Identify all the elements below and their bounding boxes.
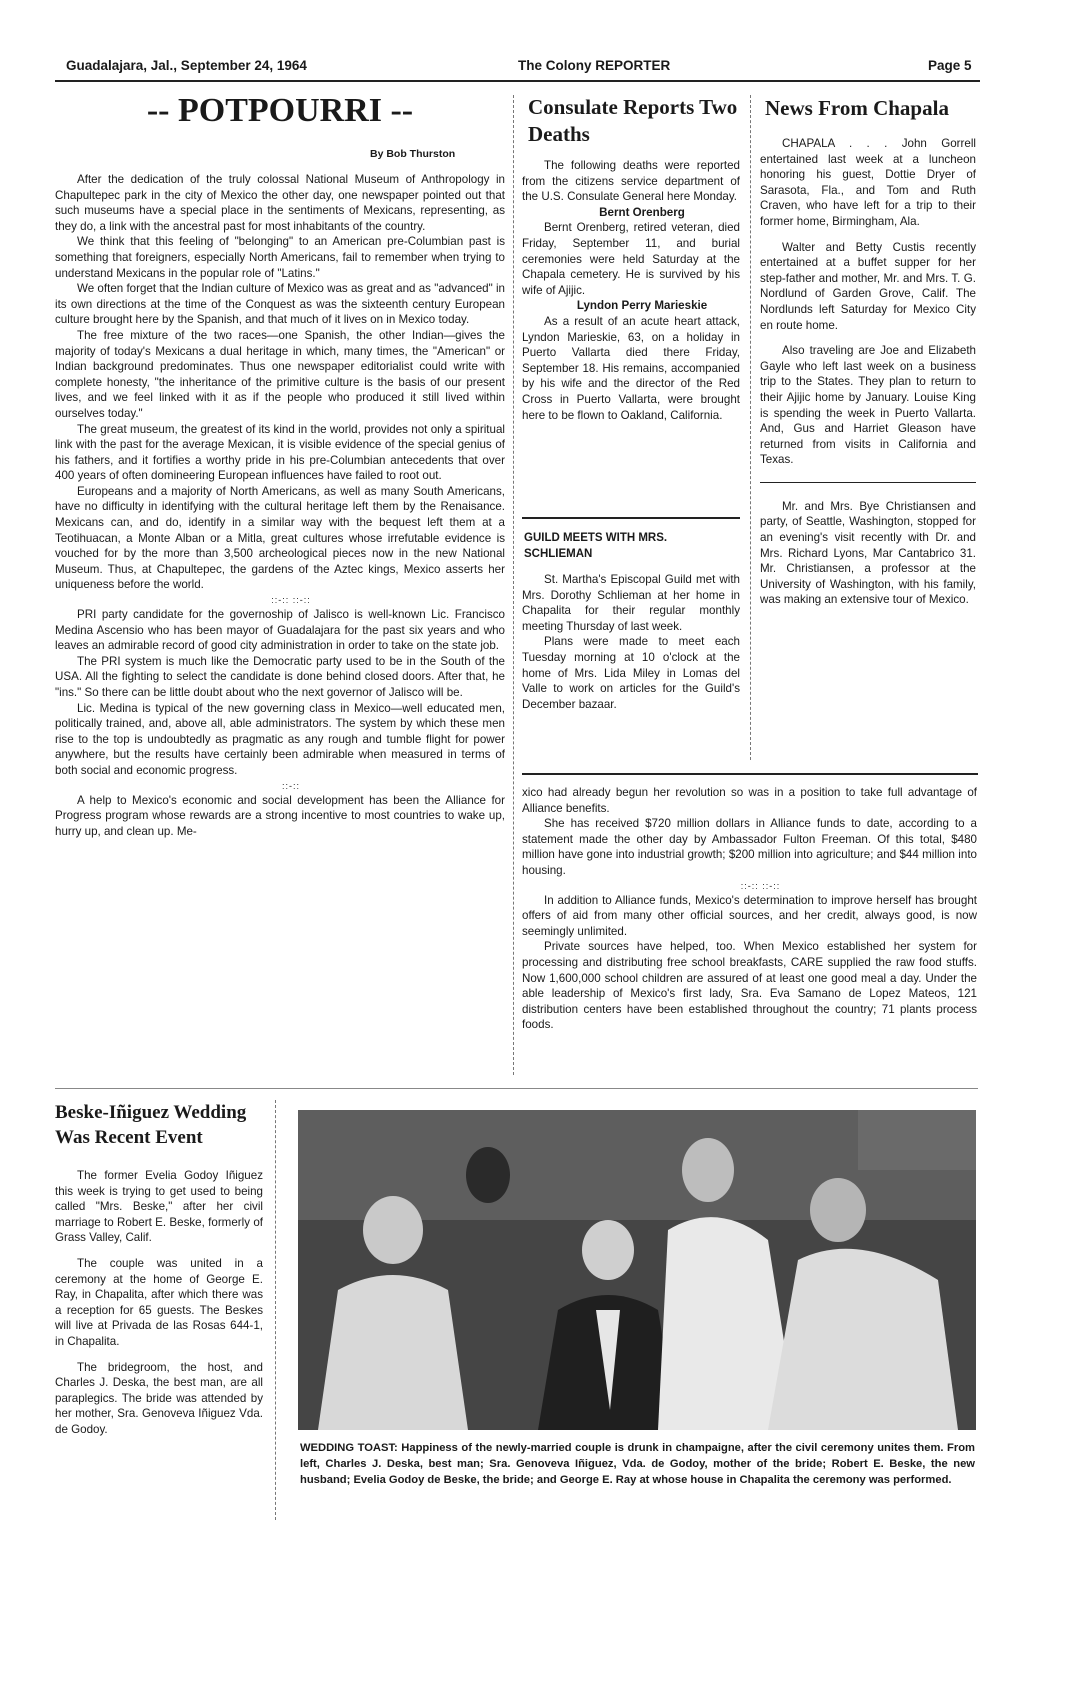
article-rule — [522, 517, 740, 519]
guild-article — [522, 572, 740, 712]
paragraph: We often forget that the Indian culture of Mexico was as great and as "advanced" in its own directions at the time of the Conquest as was the sixteenth century European culture brought here by the Spanish, and that much of it lives on in Mexico today. — [55, 282, 505, 327]
chapala-headline: News From Chapala — [765, 96, 949, 120]
photo-caption — [300, 1440, 975, 1488]
paragraph: Private sources have helped, too. When Mexico established her system for processing and distributing free school breakfasts, CARE supplied the raw food stuffs. Now 1,600,000 school children are assured of at least one good meal a day. Under the able leadership of Mexico's first lady, Sra. Eva Samano de Lopez Mateos, 121 distribution centers have been established throughout the country; 71 plants process foods. — [522, 940, 977, 1032]
paragraph: The PRI system is much like the Democratic party used to be in the South of the USA. All the fighting to select the candidate is done behind closed doors. After that, he "ins." So there can be little doubt about who the next governor of Jalisco will be. — [55, 654, 505, 699]
paragraph: We think that this feeling of "belonging" to an American pre-Columbian past is something that foreigners, especially North Americans, fail to remember when trying to understand Mexicans in the popular role of "Latins." — [55, 235, 505, 280]
caption-text: Happiness of the newly-married couple is drunk in champaigne, after the civil ceremony unites them. From left, Charles J. Deska, best man; Sra. Genoveva Iñiguez, Vda. de Godoy, mother of the bride; Robert E. Beske, the new husband; Evelia Godoy de Beske, the bride; and George E. Ray at whose house in Chapalita the ceremony was performed. — [300, 1442, 975, 1486]
subhead: Bernt Orenberg — [599, 205, 685, 219]
masthead-rule — [55, 80, 980, 82]
subhead: Lyndon Perry Marieskie — [576, 299, 708, 313]
paragraph: After the dedication of the truly colossal National Museum of Anthropology in Chapultepec park in the city of Mexico the other day, one newspaper pointed out that such museums have a special place in the sentiments of Mexicans, representing, as they do, a link with the ancestral past for most inhabitants of the country. — [55, 173, 505, 233]
paragraph: A help to Mexico's economic and social development has been the Alliance for Progress program whose rewards are a strong incentive to most countries to wake up, hurry up, and clean up. Me- — [55, 793, 505, 838]
wedding-headline: Beske-Iñiguez Wedding Was Recent Event — [55, 1102, 247, 1148]
paragraph: St. Martha's Episcopal Guild met with Mrs. Dorothy Schlieman at her home in Chapalita for their regular monthly meeting Thursday of last week. — [522, 573, 740, 633]
paragraph: Lic. Medina is typical of the new governing class in Mexico—well educated men, politically trained, and, above all, able administrators. The system by which these men rise to the top is undoubtedly as pragmatic as any rough and tumble flight for power anywhere, but the results have certainly been admirable when measured in terms of both social and economic progress. — [55, 701, 505, 777]
paragraph: Also traveling are Joe and Elizabeth Gayle who left last week on a business trip to the States. They plan to return to their Ajijic home by January. Louise King is spending the week in Puerto Vallarta. And, Gus and Harriet Gleason have returned from visits in California and Texas. — [760, 344, 976, 467]
paragraph: She has received $720 million dollars in Alliance funds to date, according to a statement made the other day by Ambassador Fulton Freeman. Of this total, $480 million have gone into industrial growth; $200 million into agriculture; and $44 million into housing. — [522, 817, 977, 877]
column-divider — [750, 95, 751, 760]
potpourri-title: -- POTPOURRI -- — [146, 92, 414, 129]
byline: By Bob Thurston — [370, 148, 456, 160]
paragraph: Mr. and Mrs. Bye Christiansen and party, of Seattle, Washington, stopped for an evening's visit recently with Dr. and Mrs. Richard Lyons, Mar Cantabrico 31. Mr. Christiansen, a professor at the University of Washington, with his family, was making an extensive tour of Mexico. — [760, 499, 976, 607]
paragraph: The great museum, the greatest of its kind in the world, provides not only a spiritual link with the past for the average Mexican, it is visible evidence of the special genius of his fathers, and it fortifies a worthy pride in his pre-Columbian antecedents that over 400 years of often domineering European influences have failed to root out. — [55, 422, 505, 483]
newspaper-name: The Colony REPORTER — [518, 58, 671, 73]
paragraph: The couple was united in a ceremony at the home of George E. Ray, in Chapalita, after which there was a reception for 65 guests. The Beskes will live at Privada de las Rosas 644-1, in Chapalita. — [55, 1256, 263, 1348]
paragraph: CHAPALA . . . John Gorrell entertained last week at a luncheon honoring his guest, Dottie Dryer of Sarasota, Fla., and Tom and Ruth Craven, who have left for a trip to their former home, Birmingham, Ala. — [760, 137, 976, 228]
column-divider — [513, 95, 514, 1075]
paragraph: The bridegroom, the host, and Charles J. Deska, the best man, are all paraplegics. The bride was attended by her mother, Sra. Genoveva Iñiguez Vda. de Godoy. — [55, 1360, 263, 1436]
consulate-article — [522, 158, 740, 423]
caption-lead: WEDDING TOAST: — [300, 1442, 398, 1454]
dateline: Guadalajara, Jal., September 24, 1964 — [66, 58, 307, 73]
paragraph: xico had already begun her revolution so was in a position to take full advantage of Alliance benefits. — [522, 786, 977, 815]
paragraph: Bernt Orenberg, retired veteran, died Friday, September 11, and burial ceremonies were held Saturday at the Chapala cemetery. He is survived by his wife of Ajijic. — [522, 221, 740, 297]
paragraph: Plans were made to meet each Tuesday morning at 10 o'clock at the home of Mrs. Lida Miley in Lomas del Valle to work on articles for the Guild's December bazaar. — [522, 635, 740, 711]
wedding-article — [55, 1168, 263, 1438]
chapala-article — [760, 136, 976, 608]
page-rule — [55, 1088, 978, 1089]
potpourri-article — [55, 172, 505, 839]
paragraph: The free mixture of the two races—one Spanish, the other Indian—gives the majority of today's Mexicans a dual heritage in which, many times, the "American" or Indian background predominates. Thus one newspaper editorialist could write with complete honesty, "the inheritance of the primitive culture is the basis of our present lives, and we feel linked with it as if the people who produced it still lived within ourselves today." — [55, 328, 505, 420]
page-number: Page 5 — [928, 58, 972, 73]
paragraph: As a result of an acute heart attack, Lyndon Marieskie, 63, on a holiday in Puerto Vallarta died there Friday, September 18. His remains, accompanied by his wife and the director of the Red Cross in Puerto Vallarta, were brought here to be flown to Oakland, California. — [522, 314, 740, 422]
paragraph: Europeans and a majority of North Americans, as well as many South Americans, have no difficulty in identifying with the cultural heritage left them by the Renaisance. Mexicans can, and do, identify in a similar way with the bequest left them at a Teotihuacan, a Monte Alban or a Mitla, great cultures whose irrefutable evidence is vouched for by the more than 3,500 archeological pieces now in the new National Museum. Thus, at Chapultepec, the gardens of the Aztec kings, Mexico asserts her uniqueness before the world. — [55, 484, 505, 592]
column-divider — [275, 1100, 276, 1520]
section-separator: ::-:: ::-:: — [271, 595, 311, 606]
paragraph: The former Evelia Godoy Iñiguez this week is trying to get used to being called "Mrs. Beske," after her civil marriage to Robert E. Beske, formerly of Grass Valley, Calif. — [55, 1169, 263, 1245]
wedding-photo — [298, 1110, 976, 1430]
paragraph: In addition to Alliance funds, Mexico's determination to improve herself has brought offers of aid from many other official sources, and her credit, always good, is now seemingly unlimited. — [522, 893, 977, 938]
paragraph: PRI party candidate for the governoship of Jalisco is well-known Lic. Francisco Medina Ascensio who has been mayor of Guadalajara for the past six years and who leaves an admirable record of good city administration in order to take on the state job. — [55, 608, 505, 653]
section-separator: ::-:: ::-:: — [740, 880, 781, 891]
consulate-headline: Consulate Reports Two Deaths — [528, 95, 738, 146]
section-rule — [522, 773, 978, 775]
section-separator: ::-:: — [282, 780, 300, 791]
paragraph: Walter and Betty Custis recently entertained at a buffet supper for her step-father and mother, Mr. and Mrs. T. G. Nordlund of Garden Grove, Calif. The Nordlunds left Saturday for Mexico City en route home. — [760, 240, 976, 332]
paragraph: The following deaths were reported from the citizens service department of the U.S. Consulate General here Monday. — [522, 159, 740, 204]
potpourri-continuation — [522, 785, 977, 1033]
guild-headline: GUILD MEETS WITH MRS. SCHLIEMAN — [524, 532, 668, 560]
wedding-photo-image — [298, 1110, 976, 1430]
